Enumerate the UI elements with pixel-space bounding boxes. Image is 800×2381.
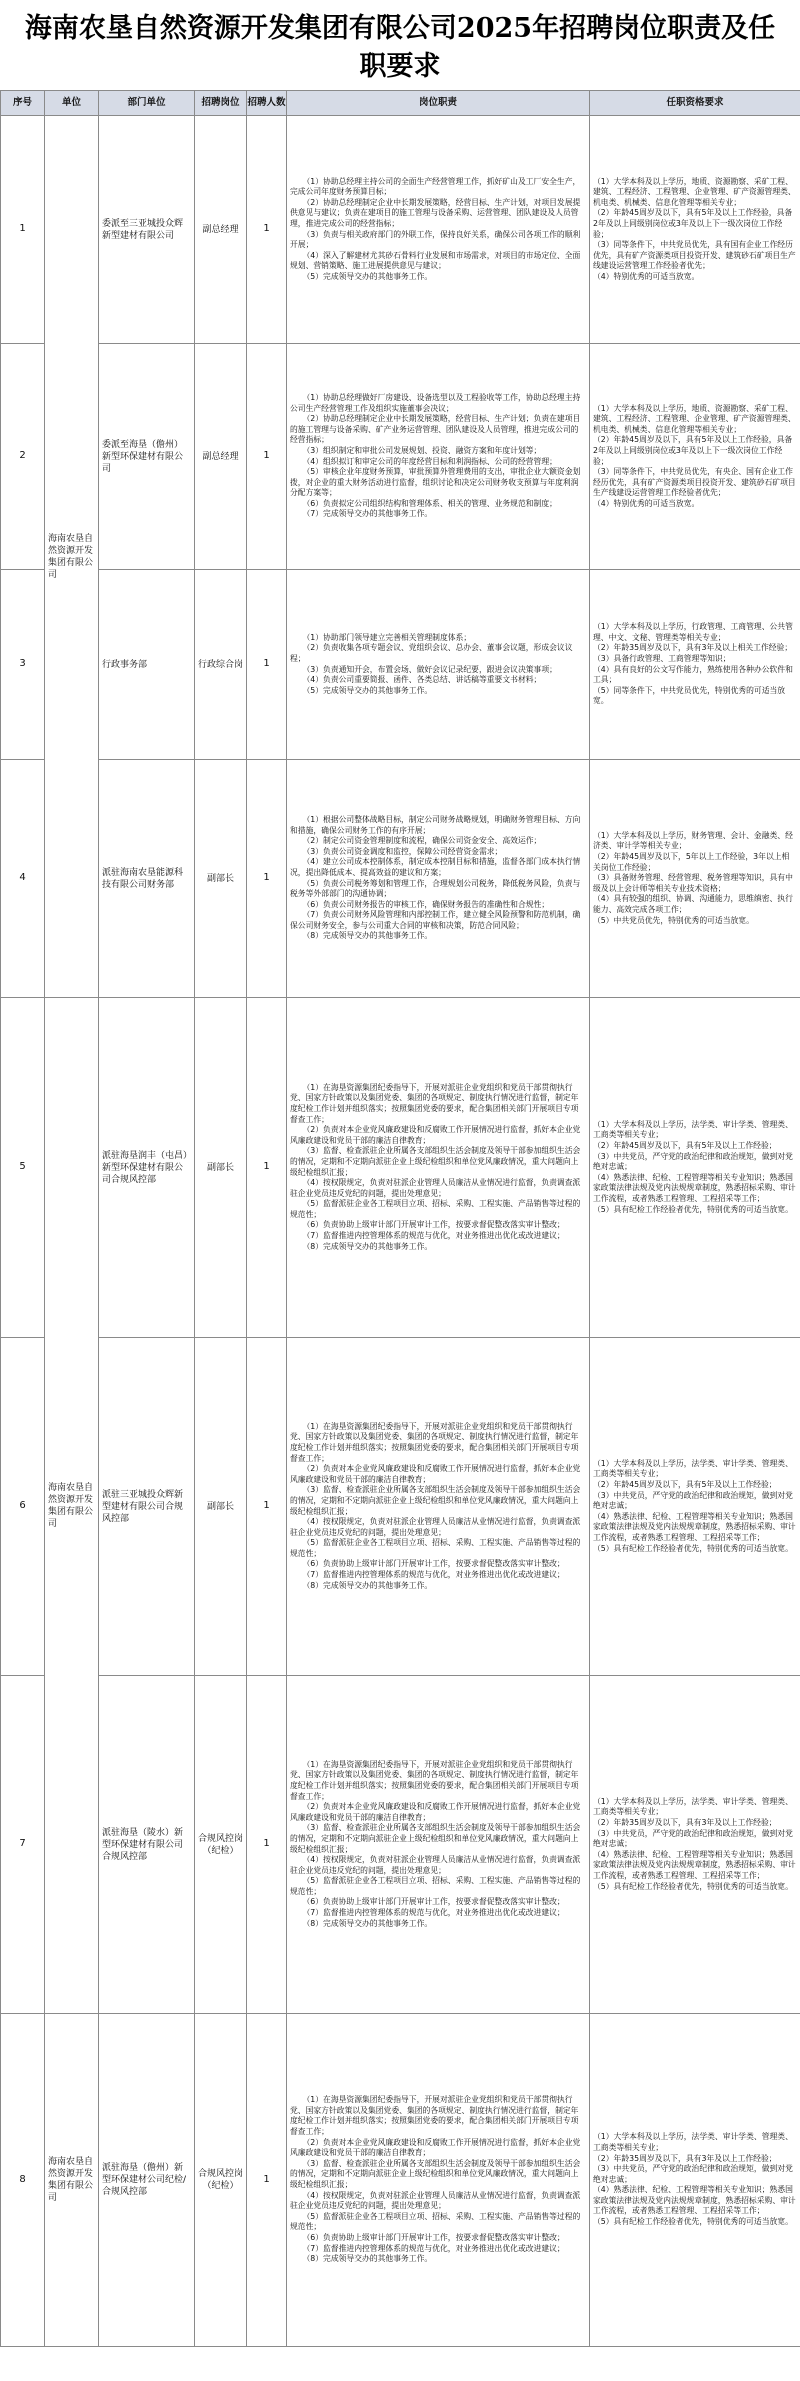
requirement-item: （3）同等条件下，中共党员优先，有央企、国有企业工作经历优先，具有矿产资源类项目投资开发、建筑砂石矿项目生产线建设运营管理工作经验者优先； [593, 467, 796, 498]
row-requirements [590, 570, 800, 760]
duty-item: （1）协助部门领导建立完善相关管理制度体系； [302, 632, 472, 642]
duty-item: （2）负责对本企业党风廉政建设和反腐败工作开展情况进行监督，抓好本企业党风廉政建设和党员干部的廉洁自律教育； [290, 1464, 581, 1484]
duty-item: （1）在海垦资源集团纪委指导下，开展对派驻企业党组织和党员干部贯彻执行党、国家方针政策以及集团党委、集团的各项规定、制度执行情况进行监督，制定年度纪检工作计划并组织落实；按照集团党委的要求，配合集团相关部门开展项目专项督查工作； [290, 1759, 579, 1801]
requirement-item: （4）熟悉法律、纪检、工程管理等相关专业知识；熟悉国家政策法律法规及党内法规规章制度，熟悉招标采购、审计工作流程，或者熟悉工程管理、工程招采等工作； [593, 2185, 796, 2216]
table-row [1, 1338, 800, 1676]
requirement-item: （1）大学本科及以上学历，地质、资源勘察、采矿工程、建筑、工程经济、工程管理、企业管理、矿产资源管理类、机电类、机械类、信息化管理等相关专业； [593, 176, 796, 207]
requirement-item: （3）中共党员，严守党的政治纪律和政治规矩，做到对党绝对忠诚； [593, 2164, 793, 2184]
page-title: 海南农垦自然资源开发集团有限公司2025年招聘岗位职责及任职要求 [24, 13, 776, 82]
row-seq: 8 [1, 2014, 45, 2347]
duty-item: （1）协助总经理做好厂房建设、设备选型以及工程验收等工作，协助总经理主持公司生产经营管理工作及组织实施董事会决议； [290, 392, 581, 413]
row-duties [287, 1338, 590, 1676]
duty-item: （2）协助总经理制定企业中长期发展策略，经营目标、生产计划；负责在建项目的施工管理与设备采购、矿产业务运营管理、团队建设及人员管理，推进完成公司的经营指标； [290, 414, 581, 445]
duty-item: （4）按权限规定，负责对驻派企业管理人员廉洁从业情况进行监督，负责调查派驻企业党员违反党纪的问题，提出处理意见； [290, 1855, 581, 1875]
duty-item: （1）在海垦资源集团纪委指导下，开展对派驻企业党组织和党员干部贯彻执行党、国家方针政策以及集团党委、集团的各项规定、制度执行情况进行监督，制定年度纪检工作计划并组织落实；按照集团党委的要求，配合集团相关部门开展项目专项督查工作； [290, 2095, 579, 2137]
duty-item: （6）负责协助上级审计部门开展审计工作，按要求督促整改落实审计整改； [302, 1559, 565, 1569]
row-seq: 7 [1, 1676, 45, 2014]
duty-item: （5）监督派驻企业各工程项目立项、招标、采购、工程实施、产品销售等过程的规范性； [290, 1876, 581, 1896]
duty-item: （3）监督、检查派驻企业所属各支部组织生活会制度及领导干部参加组织生活会的情况，定期和不定期向派驻企业上级纪检组织和单位党风廉政情况，重大问题向上级纪检组织汇报； [290, 1485, 581, 1516]
row-unit: 海南农垦自然资源开发集团有限公司 [45, 116, 99, 998]
duty-item: （3）负责与相关政府部门的外联工作，保持良好关系，确保公司各项工作的顺利开展； [290, 229, 581, 250]
requirement-item: （4）具有良好的公文写作能力，熟练使用各种办公软件和工具； [593, 664, 793, 685]
duty-item: （7）监督推进内控管理体系的规范与优化，对业务推进出优化或改进建议； [302, 2243, 565, 2253]
requirement-item: （5）具有纪检工作经验者优先，特别优秀的可适当放宽。 [593, 1543, 793, 1553]
duty-item: （4）按权限规定，负责对驻派企业管理人员廉洁从业情况进行监督，负责调查派驻企业党员违反党纪的问题，提出处理意见； [290, 2190, 581, 2211]
duty-item: （7）监督推进内控管理体系的规范与优化，对业务推进出优化或改进建议； [302, 1908, 565, 1918]
row-unit: 海南农垦自然资源开发集团有限公司 [45, 998, 99, 2014]
requirement-item: （2）年龄35周岁及以下，具有3年及以上工作经验； [593, 2153, 777, 2163]
row-requirements [590, 1676, 800, 2014]
requirement-item: （4）熟悉法律、纪检、工程管理等相关专业知识；熟悉国家政策法律法规及党内法规规章制度，熟悉招标采购、审计工作流程，或者熟悉工程管理、工程招采等工作； [593, 1849, 796, 1880]
duty-item: （7）负责公司财务风险管理和内部控制工作，建立健全风险预警和防范机制，确保公司财务安全，参与公司重大合同的审核和决策，防范合同风险； [290, 910, 581, 930]
requirement-item: （2）年龄35周岁及以下，具有3年及以上工作经验； [593, 1818, 777, 1828]
row-requirements [590, 998, 800, 1338]
duty-item: （6）负责协助上级审计部门开展审计工作，按要求督促整改落实审计整改； [302, 2232, 565, 2242]
requirement-item: （5）具有纪检工作经验者优先，特别优秀的可适当放宽。 [593, 1881, 793, 1891]
row-post: 合规风控岗（纪检） [195, 2014, 247, 2347]
header-count: 招聘人数 [247, 91, 287, 116]
row-dept: 委派至海垦（儋州）新型环保建材有限公司 [99, 344, 195, 570]
row-dept: 派驻海垦润丰（屯昌）新型环保建材有限公司合规风控部 [99, 998, 195, 1338]
duty-item: （2）制定公司资金管理制度和流程，确保公司资金安全、高效运作； [302, 836, 542, 846]
requirement-item: （3）中共党员，严守党的政治纪律和政治规矩，做到对党绝对忠诚； [593, 1828, 793, 1849]
row-post: 副部长 [195, 1338, 247, 1676]
duty-item: （2）负责收集各项专题会议、党组织会议、总办会、董事会议题，形成会议议程； [290, 643, 573, 663]
requirement-item: （1）大学本科及以上学历，财务管理、会计、金融类、经济类、审计学等相关专业； [593, 830, 793, 851]
duty-item: （5）完成领导交办的其他事务工作。 [302, 685, 433, 695]
duty-item: （4）组织拟订和审定公司的年度经营目标和利润指标、公司的经营管理； [302, 456, 557, 466]
row-dept: 派驻海垦（陵水）新型环保建材有限公司合规风控部 [99, 1676, 195, 2014]
row-count: 1 [247, 1676, 287, 2014]
row-count: 1 [247, 344, 287, 570]
requirement-item: （1）大学本科及以上学历，地质、资源勘察、采矿工程、建筑、工程经济、工程管理、企业管理、矿产资源管理类、机电类、机械类、信息化管理等相关专业； [593, 403, 796, 434]
requirement-item: （5）具有纪检工作经验者优先，特别优秀的可适当放宽。 [593, 1204, 793, 1214]
duty-item: （3）监督、检查派驻企业所属各支部组织生活会制度及领导干部参加组织生活会的情况，定期和不定期向派驻企业上级纪检组织和单位党风廉政情况，重大问题向上级纪检组织汇报； [290, 2158, 581, 2189]
row-post: 副部长 [195, 998, 247, 1338]
duty-item: （7）完成领导交办的其他事务工作。 [302, 509, 433, 519]
duty-item: （8）完成领导交办的其他事务工作。 [302, 931, 433, 941]
row-requirements [590, 1338, 800, 1676]
table-row [1, 2014, 800, 2347]
row-requirements [590, 116, 800, 344]
duty-item: （4）深入了解建材尤其砂石骨料行业发展和市场需求，对项目的市场定位、全面规划、营销策略、施工进展提供意见与建议； [290, 250, 581, 271]
row-dept: 派驻三亚城投众辉新型建材有限公司合规风控部 [99, 1338, 195, 1676]
duty-item: （4）负责公司重要简报、函件、各类总结、讲话稿等重要文书材料； [302, 675, 542, 685]
row-duties [287, 116, 590, 344]
requirement-item: （3）具备财务管理、经营管理、税务管理等知识，具有中级及以上会计师等相关专业技术资格； [593, 873, 793, 893]
duty-item: （8）完成领导交办的其他事务工作。 [302, 1580, 433, 1590]
row-dept: 委派至三亚城投众辉新型建材有限公司 [99, 116, 195, 344]
duty-item: （5）监督派驻企业各工程项目立项、招标、采购、工程实施、产品销售等过程的规范性； [290, 2211, 581, 2232]
duty-item: （8）完成领导交办的其他事务工作。 [302, 2254, 433, 2264]
duty-item: （2）负责对本企业党风廉政建设和反腐败工作开展情况进行监督，抓好本企业党风廉政建设和党员干部的廉洁自律教育； [290, 1802, 581, 1822]
requirement-item: （3）同等条件下，中共党员优先，具有国有企业工作经历优先，具有矿产资源类项目投资开发、建筑砂石矿项目生产线建设运营管理工作经验者优先； [593, 240, 796, 271]
requirement-item: （3）中共党员，严守党的政治纪律和政治规矩，做到对党绝对忠诚； [593, 1151, 793, 1172]
requirement-item: （2）年龄45周岁及以下，具有5年及以上工作经验； [593, 1141, 777, 1151]
requirement-item: （2）年龄45周岁及以下，5年以上工作经验，3年以上相关岗位工作经验； [593, 852, 790, 872]
row-post: 副总经理 [195, 344, 247, 570]
row-duties [287, 760, 590, 998]
table-header-row [1, 91, 800, 116]
duty-item: （4）按权限规定，负责对驻派企业管理人员廉洁从业情况进行监督，负责调查派驻企业党员违反党纪的问题，提出处理意见； [290, 1178, 581, 1198]
requirement-item: （2）年龄45周岁及以下，具有5年及以上工作经验，具备2年及以上同级别岗位或3年及以上下一级次岗位工作经验； [593, 435, 793, 466]
row-requirements [590, 2014, 800, 2347]
duty-item: （4）建立公司成本控制体系，制定成本控制目标和措施，监督各部门成本执行情况，提出降低成本、提高效益的建议和方案； [290, 857, 581, 877]
row-seq: 4 [1, 760, 45, 998]
row-dept: 行政事务部 [99, 570, 195, 760]
duty-item: （1）根据公司整体战略目标，制定公司财务战略规划，明确财务管理目标、方向和措施，确保公司财务工作的有序开展； [290, 814, 581, 835]
row-duties [287, 570, 590, 760]
duty-item: （3）负责公司资金调度和监控，保障公司经营资金需求； [302, 846, 503, 856]
recruitment-table [0, 90, 800, 2347]
row-seq: 3 [1, 570, 45, 760]
duty-item: （2）负责对本企业党风廉政建设和反腐败工作开展情况进行监督，抓好本企业党风廉政建设和党员干部的廉洁自律教育； [290, 2137, 581, 2158]
row-count: 1 [247, 116, 287, 344]
row-post: 副部长 [195, 760, 247, 998]
table-row [1, 570, 800, 760]
duty-item: （5）监督派驻企业各工程项目立项、招标、采购、工程实施、产品销售等过程的规范性； [290, 1199, 581, 1219]
duty-item: （6）负责公司财务报告的审核工作，确保财务报告的准确性和合规性； [302, 899, 550, 909]
requirement-item: （4）熟悉法律、纪检、工程管理等相关专业知识；熟悉国家政策法律法规及党内法规规章制度，熟悉招标采购、审计工作流程，或者熟悉工程管理、工程招采等工作； [593, 1511, 796, 1542]
row-dept: 派驻海南农垦能源科技有限公司财务部 [99, 760, 195, 998]
row-unit: 海南农垦自然资源开发集团有限公司 [45, 2014, 99, 2347]
duty-item: （3）组织制定和审批公司发展规划、投资、融资方案和年度计划等； [302, 445, 542, 455]
duty-item: （4）按权限规定，负责对驻派企业管理人员廉洁从业情况进行监督，负责调查派驻企业党员违反党纪的问题，提出处理意见； [290, 1517, 581, 1537]
duty-item: （3）监督、检查派驻企业所属各支部组织生活会制度及领导干部参加组织生活会的情况，定期和不定期向派驻企业上级纪检组织和单位党风廉政情况，重大问题向上级纪检组织汇报； [290, 1146, 581, 1177]
requirement-item: （4）特别优秀的可适当放宽。 [593, 498, 700, 508]
row-count: 1 [247, 998, 287, 1338]
header-post: 招聘岗位 [195, 91, 247, 116]
row-duties [287, 2014, 590, 2347]
row-duties [287, 998, 590, 1338]
duty-item: （3）监督、检查派驻企业所属各支部组织生活会制度及领导干部参加组织生活会的情况，定期和不定期向派驻企业上级纪检组织和单位党风廉政情况，重大问题向上级纪检组织汇报； [290, 1823, 581, 1854]
row-count: 1 [247, 570, 287, 760]
duty-item: （2）负责对本企业党风廉政建设和反腐败工作开展情况进行监督，抓好本企业党风廉政建设和党员干部的廉洁自律教育； [290, 1125, 581, 1145]
duty-item: （7）监督推进内控管理体系的规范与优化，对业务推进出优化或改进建议； [302, 1570, 565, 1580]
header-dept: 部门单位 [99, 91, 195, 116]
table-row [1, 344, 800, 570]
duty-item: （6）负责协助上级审计部门开展审计工作，按要求督促整改落实审计整改； [302, 1220, 565, 1230]
table-row [1, 760, 800, 998]
header-unit: 单位 [45, 91, 99, 116]
row-requirements [590, 344, 800, 570]
duty-item: （7）监督推进内控管理体系的规范与优化，对业务推进出优化或改进建议； [302, 1231, 565, 1241]
requirement-item: （1）大学本科及以上学历，法学类、审计学类、管理类、工商类等相关专业； [593, 1458, 793, 1479]
requirement-item: （2）年龄45周岁及以下，具有5年及以上工作经验，具备2年及以上同级别岗位或3年及以上下一级次岗位工作经验； [593, 208, 793, 239]
requirement-item: （3）具备行政管理、工商管理等知识； [593, 653, 731, 663]
requirement-item: （4）具有较强的组织、协调、沟通能力，思维缜密、执行能力、高效完成各项工作； [593, 894, 793, 914]
requirement-item: （2）年龄45周岁及以下，具有5年及以上工作经验； [593, 1480, 777, 1490]
requirement-item: （1）大学本科及以上学历，法学类、审计学类、管理类、工商类等相关专业； [593, 1796, 793, 1817]
requirement-item: （1）大学本科及以上学历，行政管理、工商管理、公共管理、中文、文秘、管理类等相关专业； [593, 622, 793, 642]
requirement-item: （4）熟悉法律、纪检、工程管理等相关专业知识；熟悉国家政策法律法规及党内法规规章制度，熟悉招标采购、审计工作流程，或者熟悉工程管理、工程招采等工作； [593, 1172, 796, 1203]
row-seq: 6 [1, 1338, 45, 1676]
duty-item: （5）负责公司税务筹划和管理工作，合理规划公司税务，降低税务风险，负责与税务等外部部门的沟通协调； [290, 878, 581, 899]
row-count: 1 [247, 2014, 287, 2347]
row-count: 1 [247, 1338, 287, 1676]
duty-item: （3）负责通知开会，布置会场、做好会议记录纪要，跟进会议决策事项； [302, 664, 557, 674]
duty-item: （8）完成领导交办的其他事务工作。 [302, 1918, 433, 1928]
row-seq: 1 [1, 116, 45, 344]
duty-item: （5）完成领导交办的其他事务工作。 [302, 271, 433, 281]
requirement-item: （1）大学本科及以上学历，法学类、审计学类、管理类、工商类等相关专业； [593, 2132, 793, 2152]
requirement-item: （5）同等条件下，中共党员优先，特别优秀的可适当放宽。 [593, 685, 786, 706]
header-requirements: 任职资格要求 [590, 91, 800, 116]
requirement-item: （3）中共党员，严守党的政治纪律和政治规矩，做到对党绝对忠诚； [593, 1490, 793, 1511]
row-count: 1 [247, 760, 287, 998]
duty-item: （1）在海垦资源集团纪委指导下，开展对派驻企业党组织和党员干部贯彻执行党、国家方针政策以及集团党委、集团的各项规定、制度执行情况进行监督，制定年度纪检工作计划并组织落实；按照集团党委的要求，配合集团相关部门开展项目专项督查工作； [290, 1082, 579, 1124]
requirement-item: （5）中共党员优先，特别优秀的可适当放宽。 [593, 915, 754, 925]
duty-item: （6）负责协助上级审计部门开展审计工作，按要求督促整改落实审计整改； [302, 1897, 565, 1907]
table-row [1, 998, 800, 1338]
duty-item: （2）协助总经理制定企业中长期发展策略，经营目标、生产计划，对项目发展提供意见与建议；负责在建项目的施工管理与设备采购、运营管理、团队建设及人员管理，推进完成公司的经营指标； [290, 197, 581, 228]
duty-item: （5）审核企业年度财务预算，审批预算外管理费用的支出，审批企业大额资金划拨，对企业的重大财务活动进行监督，组织讨论和决定公司财务收支预算与年度利润分配方案等； [290, 467, 581, 498]
table-row [1, 116, 800, 344]
duty-item: （8）完成领导交办的其他事务工作。 [302, 1241, 433, 1251]
duty-item: （1）协助总经理主持公司的全面生产经营管理工作，抓好矿山及工厂安全生产，完成公司年度财务预算目标； [290, 176, 581, 197]
table-row [1, 1676, 800, 2014]
row-seq: 5 [1, 998, 45, 1338]
row-duties [287, 1676, 590, 2014]
row-post: 合规风控岗（纪检） [195, 1676, 247, 2014]
row-dept: 派驻海垦（儋州）新型环保建材公司纪检/合规风控部 [99, 2014, 195, 2347]
row-requirements [590, 760, 800, 998]
row-duties [287, 344, 590, 570]
requirement-item: （4）特别优秀的可适当放宽。 [593, 271, 700, 281]
header-duties: 岗位职责 [287, 91, 590, 116]
requirement-item: （1）大学本科及以上学历，法学类、审计学类、管理类、工商类等相关专业； [593, 1119, 793, 1140]
duty-item: （5）监督派驻企业各工程项目立项、招标、采购、工程实施、产品销售等过程的规范性； [290, 1538, 581, 1558]
requirement-item: （5）具有纪检工作经验者优先，特别优秀的可适当放宽。 [593, 2217, 793, 2227]
duty-item: （1）在海垦资源集团纪委指导下，开展对派驻企业党组织和党员干部贯彻执行党、国家方针政策以及集团党委、集团的各项规定、制度执行情况进行监督，制定年度纪检工作计划并组织落实；按照集团党委的要求，配合集团相关部门开展项目专项督查工作； [290, 1421, 579, 1463]
row-post: 行政综合岗 [195, 570, 247, 760]
row-post: 副总经理 [195, 116, 247, 344]
header-seq: 序号 [1, 91, 45, 116]
duty-item: （6）负责拟定公司组织结构和管理体系、相关的管理、业务规范和制度； [302, 498, 557, 508]
requirement-item: （2）年龄35周岁及以下，具有3年及以上相关工作经验； [593, 643, 793, 653]
row-seq: 2 [1, 344, 45, 570]
